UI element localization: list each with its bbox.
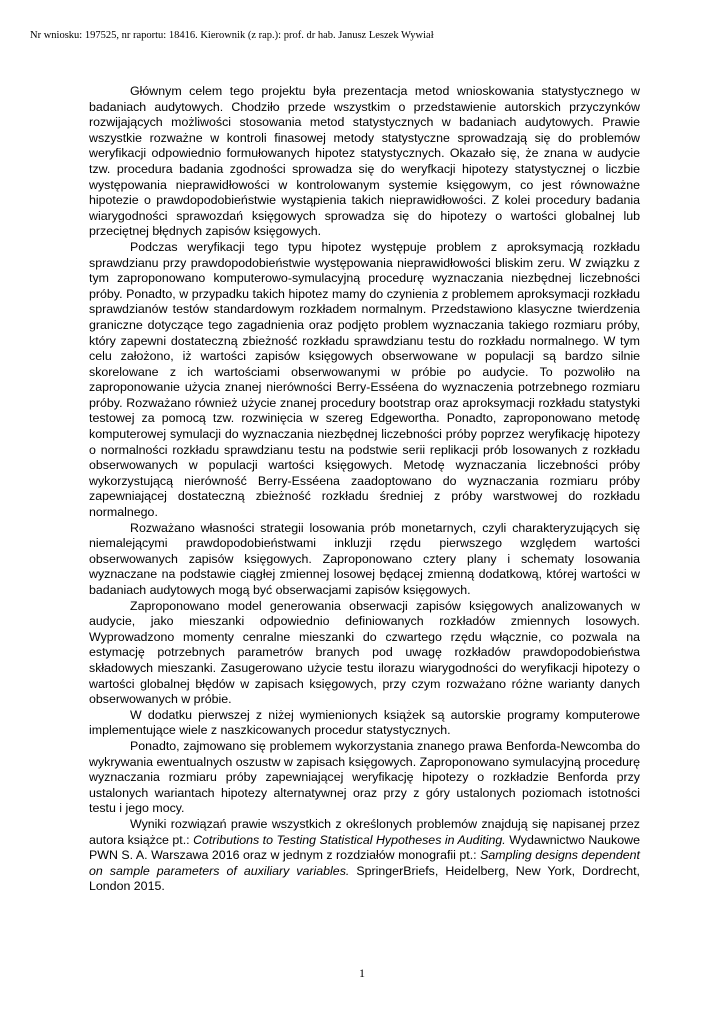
- paragraph-goal: Głównym celem tego projektu była prezentacja metod wnioskowania statystycznego w badaniach audytowych. Chodziło przede wszystkim o przedstawienie autorskich przyczynków rozwijających możliwości stosowania metod statystycznych w badaniach audytowych. Prawie wszystkie rozważne w kontroli finasowej metody statystyczne sprowadzają się do problemów weryfikacji odpowiednio formułowanych hipotez statystycznych. Okazało się, że znana w audycie tzw. procedura badania zgodności sprowadza się do weryfkacji hipotezy statystycznej o liczbie występowania nieprawidłowości w kontrolowanym systemie księgowym, co jest równoważne hipotezie o prawdopodobieństwie wystąpienia takich nieprawidłowości. Z kolei procedury badania wiarygodności sprawozdań księgowych sprowadza się do hipotezy o wartości globalnej lub przeciętnej błędnych zapisów księgowych.: [89, 84, 640, 239]
- publications-text-2: Wydawnictwo Naukowe PWN S. A. Warszawa 2016 oraz w jednym z rozdziałów monografii pt.:: [89, 832, 640, 863]
- page-number: 1: [359, 966, 365, 980]
- paragraph-benford: Ponadto, zajmowano się problemem wykorzystania znanego prawa Benforda-Newcomba do wykrywania ewentualnych oszustw w zapisach księgowych. Zaproponowano symulacyjną procedurę wyznaczania rozmiaru próby zapewniającej weryfikację hipotezy o rozkładzie Benforda przy ustalonych wariantach hipotezy alternatywnej oraz przy z góry ustalonych poziomach istotności testu i jego mocy.: [89, 738, 640, 816]
- book-title-2: Sampling designs dependent on sample parameters of auxiliary variables.: [89, 848, 640, 878]
- publications-text-3: SpringerBriefs, Heidelberg, New York, Dordrecht, London 2015.: [89, 863, 640, 894]
- publications-text-1: Wyniki rozwiązań prawie wszystkich z określonych problemów znajdują się napisanej przez autora książce pt.:: [89, 816, 640, 847]
- paragraph-publications: [89, 817, 640, 895]
- book-title-1: Cotributions to Testing Statistical Hypotheses in Auditing.: [193, 832, 506, 847]
- paragraph-monetary-sampling: Rozważano własności strategii losowania prób monetarnych, czyli charakteryzujących się niemalejącymi prawdopodobieństwami inkluzji rzędu pierwszego względem wartości obserwowanych zapisów księgowych. Zaproponowano cztery plany i schematy losowania wyznaczane na podstawie ciągłej zmiennej losowej będącej zmienną dodatkową, której wartości w badaniach audytowych mogą być obserwacjami zapisów księgowych.: [89, 520, 640, 597]
- report-header: Nr wniosku: 197525, nr raportu: 18416. Kierownik (z rap.): prof. dr hab. Janusz Leszek Wywiał: [30, 30, 434, 41]
- document-body: [89, 84, 640, 895]
- paragraph-programs: W dodatku pierwszej z niżej wymienionych książek są autorskie programy komputerowe implementujące wiele z naszkicowanych procedur statystycznych.: [89, 707, 640, 738]
- paragraph-mixture-model: Zaproponowano model generowania obserwacji zapisów księgowych analizowanych w audycie, jako mieszanki odpowiednio definiowanych rozkładów zmiennych losowych. Wyprowadzono momenty cenralne mieszanki do czwartego rzędu włącznie, co pozwala na estymację potrzebnych parametrów branych pod uwagę rozkładów prawdopodobieństwa składowych mieszanki. Zasugerowano użycie testu ilorazu wiarygodności do weryfikacji hipotezy o wartości globalnej błędów w zapisach księgowych, przy czym rozważano różne warianty danych obserwowanych w próbie.: [89, 598, 640, 707]
- paragraph-sample-size: Podczas weryfikacji tego typu hipotez występuje problem z aproksymacją rozkładu sprawdzianu przy prawdopodobieństwie występowania nieprawidłowości bliskim zeru. W związku z tym zaproponowano komputerowo-symulacyjną procedurę wyznaczania niezbędnej liczebności próby. Ponadto, w przypadku takich hipotez mamy do czynienia z problemem aproksymacji rozkładu sprawdzianów testów standardowym rozkładem normalnym. Przedstawiono klasyczne twierdzenia graniczne dotyczące tego zagadnienia oraz podjęto problem wyznaczania takiego rozmiaru próby, który zapewni dostateczną zbieżność rozkładu sprawdzianu testu do rozkładu normalnego. W tym celu założono, iż wartości zapisów księgowych obserwowane w populacji są bardzo silnie skorelowane z ich wartościami obserwowanymi w próbie po audycie. To pozwoliło na zaproponowanie użycia znanej nierówności Berry-Esséena do wyznaczenia potrzebnego rozmiaru próby. Rozważano również użycie znanej procedury bootstrap oraz aproksymacji rozkładu statystyki testowej za pomocą tzw. rozwinięcia w szereg Edgewortha. Ponadto, zaproponowano metodę komputerowej symulacji do wyznaczania niezbędnej liczebności próby poprzez weryfikację hipotezy o normalności rozkładu sprawdzianu testu na podstwie serii replikacji prób losowanych z rozkładu obserwowanych w populacji wartości księgowych. Metodę wyznaczania liczebności próby wykorzystującą nierówność Berry-Esséena zaadoptowano do wyznaczania rozmiaru próby zapewniającej dostateczną zbieżność rozkładu średniej z próby warstwowej do rozkładu normalnego.: [89, 239, 640, 520]
